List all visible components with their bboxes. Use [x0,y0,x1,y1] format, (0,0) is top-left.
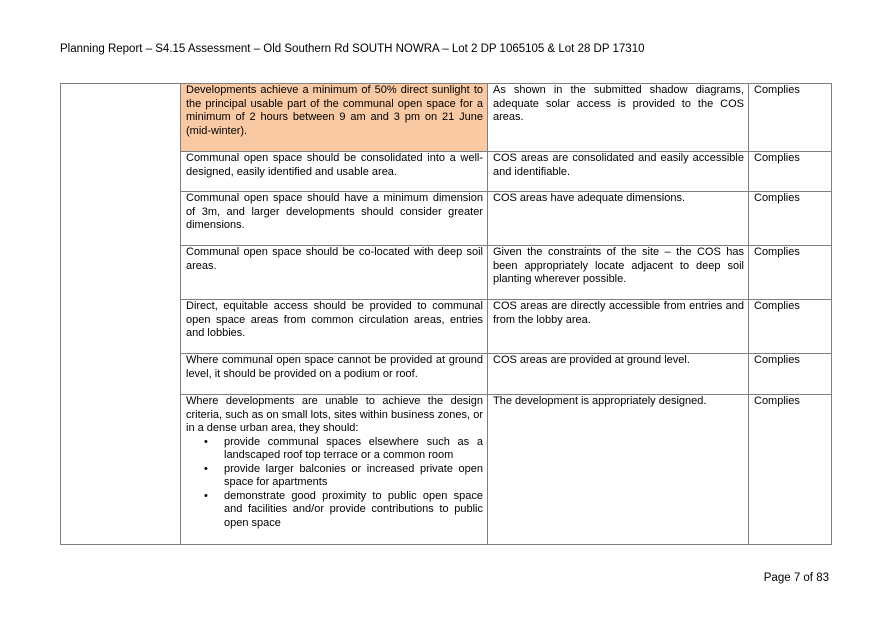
comment-cell: COS areas are directly accessible from entries and from the lobby area. [488,300,749,354]
status-cell: Complies [749,84,832,152]
status-cell: Complies [749,395,832,545]
comment-cell: As shown in the submitted shadow diagrams, adequate solar access is provided to the COS areas. [488,84,749,152]
control-cell: Communal open space should have a minimum dimension of 3m, and larger developments should consider greater dimensions. [181,192,488,246]
page-number: Page 7 of 83 [763,572,829,584]
comment-cell: COS areas are consolidated and easily accessible and identifiable. [488,152,749,192]
assessment-table [60,83,832,545]
blank-column [61,84,181,545]
bullet-item: • provide larger balconies or increased private open space for apartments [224,463,483,490]
control-cell: Developments achieve a minimum of 50% direct sunlight to the principal usable part of the communal open space for a minimum of 2 hours between 9 am and 3 pm on 21 June (mid-winter). [181,84,488,152]
bullet-list [186,436,483,531]
status-cell: Complies [749,246,832,300]
table-row [61,84,832,152]
comment-cell: COS areas have adequate dimensions. [488,192,749,246]
status-cell: Complies [749,300,832,354]
comment-cell: COS areas are provided at ground level. [488,354,749,395]
control-cell: Direct, equitable access should be provided to communal open space areas from common circulation areas, entries and lobbies. [181,300,488,354]
control-cell: Where communal open space cannot be provided at ground level, it should be provided on a podium or roof. [181,354,488,395]
control-intro: Where developments are unable to achieve the design criteria, such as on small lots, sites within business zones, or in a dense urban area, they should: [186,395,483,434]
comment-cell: Given the constraints of the site – the COS has been appropriately locate adjacent to deep soil planting wherever possible. [488,246,749,300]
status-cell: Complies [749,354,832,395]
bullet-item: • provide communal spaces elsewhere such as a landscaped roof top terrace or a common room [224,436,483,463]
status-cell: Complies [749,192,832,246]
status-cell: Complies [749,152,832,192]
page-header: Planning Report – S4.15 Assessment – Old Southern Rd SOUTH NOWRA – Lot 2 DP 1065105 & Lot 28 DP 17310 [60,43,645,55]
control-cell: Communal open space should be consolidated into a well-designed, easily identified and usable area. [181,152,488,192]
comment-cell: The development is appropriately designed. [488,395,749,545]
bullet-item: • demonstrate good proximity to public open space and facilities and/or provide contributions to public open space [224,490,483,531]
control-cell: Communal open space should be co-located with deep soil areas. [181,246,488,300]
control-cell [181,395,488,545]
